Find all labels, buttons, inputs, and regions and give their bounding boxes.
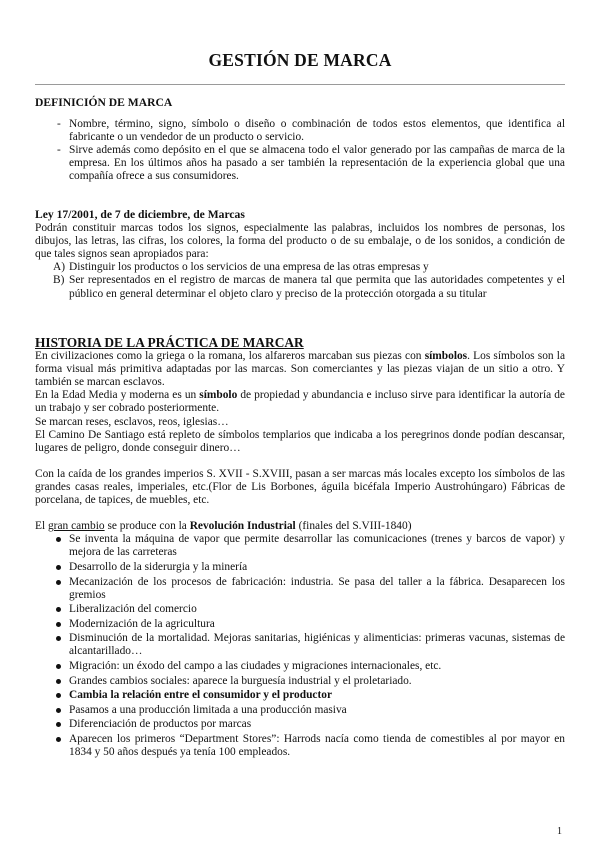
bullet-item-text: Grandes cambios sociales: aparece la burguesía industrial y el proletariado. [69, 674, 412, 687]
definicion-item-text: Nombre, término, signo, símbolo o diseño o combinación de todos estos elementos, que identifica al fabricante o un vendedor de un producto o servicio. [69, 118, 565, 144]
historia-paragraph: El Camino De Santiago está repleto de símbolos templarios que indicaba a los peregrinos donde podían descansar, lugares de peligro, donde conseguir dinero… [35, 428, 565, 454]
historia-section [35, 336, 565, 761]
bullet-item [35, 576, 565, 602]
ley-heading: Ley 17/2001, de 7 de diciembre, de Marcas [35, 208, 245, 221]
historia-paragraph: Se marcan reses, esclavos, reos, iglesias… [35, 415, 229, 428]
title-divider [35, 84, 565, 85]
historia-heading: HISTORIA DE LA PRÁCTICA DE MARCAR [35, 335, 304, 350]
ley-text: Podrán constituir marcas todos los signos, especialmente las palabras, incluidos los nombres de personas, los dibujos, las letras, las cifras, los colores, la forma del producto o de su embalaje, o de los sonidos, a condición de que tales signos sean apropiados para: [35, 222, 565, 261]
ley-item-marker: A) [53, 261, 66, 274]
bullet-item [35, 533, 565, 559]
bullet-dot-icon [56, 622, 61, 627]
bullet-item-text: Aparecen los primeros “Department Stores”: Harrods nacía como tienda de comestibles al por mayor en 1834 y 50 años después ya tenía 100 empleados. [69, 733, 565, 759]
ley-item [35, 261, 565, 274]
bullet-dot-icon [56, 580, 61, 585]
document-title: GESTIÓN DE MARCA [208, 50, 392, 70]
ley-item [35, 274, 565, 300]
definicion-item [35, 144, 565, 183]
bullet-dot-icon [56, 693, 61, 698]
bullet-item-text: Mecanización de los procesos de fabricación: industria. Se pasa del taller a la fábrica. Desaparecen los gremios [69, 575, 565, 601]
revolucion-bullet-list [35, 533, 565, 759]
historia-paragraph: En civilizaciones como la griega o la romana, los alfareros marcaban sus piezas con símbolos. Los símbolos son la forma visual más primitiva adaptadas por las marcas. Son comerciantes y las piezas viajan de un sitio a otro. Y también se marcan esclavos. [35, 350, 565, 389]
bullet-dot-icon [56, 607, 61, 612]
bullet-dot-icon [56, 537, 61, 542]
bullet-dot-icon [56, 636, 61, 641]
ley-item-text: Ser representados en el registro de marcas de manera tal que permita que las autoridades competentes y el público en general determinar el objeto claro y preciso de la protección otorgada a su titular [69, 274, 565, 300]
ley-item-text: Distinguir los productos o los servicios de una empresa de las otras empresas y [69, 261, 429, 274]
page-number: 1 [557, 826, 562, 837]
bullet-item-text: Modernización de la agricultura [69, 617, 215, 630]
definicion-item [35, 118, 565, 144]
historia-paragraph: El gran cambio se produce con la Revolución Industrial (finales del S.VIII-1840) [35, 520, 412, 533]
bullet-dot-icon [56, 664, 61, 669]
bullet-item-text: Liberalización del comercio [69, 603, 197, 616]
historia-paragraph: Con la caída de los grandes imperios S. XVII - S.XVIII, pasan a ser marcas más locales excepto los símbolos de las grandes casas reales, imperiales, etc.(Flor de Lis Borbones, águila bicéfala Imperio Austrohúngaro) Fábricas de porcelana, de tapices, de muebles, etc. [35, 467, 565, 507]
bullet-dot-icon [56, 722, 61, 727]
dash-marker: - [57, 144, 61, 157]
definicion-heading: DEFINICIÓN DE MARCA [35, 96, 173, 109]
dash-marker: - [57, 118, 61, 131]
bullet-item [35, 603, 565, 616]
ley-item-marker: B) [53, 274, 65, 287]
bullet-item [35, 733, 565, 759]
bullet-dot-icon [56, 679, 61, 684]
definicion-section [35, 96, 565, 184]
bullet-dot-icon [56, 565, 61, 570]
bullet-item-text: Diferenciación de productos por marcas [69, 718, 252, 731]
bullet-item [35, 704, 565, 717]
bullet-item [35, 675, 565, 688]
historia-paragraph: En la Edad Media y moderna es un símbolo de propiedad y abundancia e incluso sirve para identificar la autoría de un trabajo y ser cobrado posteriormente. [35, 389, 565, 415]
bullet-item [35, 632, 565, 658]
bullet-item-text: Pasamos a una producción limitada a una producción masiva [69, 703, 347, 716]
bullet-dot-icon [56, 708, 61, 713]
bullet-item [35, 561, 565, 574]
bullet-item [35, 689, 565, 702]
bullet-item-text: Se inventa la máquina de vapor que permite desarrollar las comunicaciones (trenes y barcos de vapor) y mejora de las carreteras [69, 533, 565, 559]
bullet-item-text: Disminución de la mortalidad. Mejoras sanitarias, higiénicas y alimenticias: primeras vacunas, sistemas de alcantarillado… [69, 632, 565, 658]
definicion-item-text: Sirve además como depósito en el que se almacena todo el valor generado por las campañas de marca de la empresa. En los últimos años ha pasado a ser también la representación de la experiencia global que una compañía ofrece a sus consumidores. [69, 144, 565, 183]
bullet-item-text: Cambia la relación entre el consumidor y el productor [69, 689, 333, 702]
bullet-item-text: Desarrollo de la siderurgia y la minería [69, 560, 248, 573]
bullet-item [35, 660, 565, 673]
ley-section [35, 208, 565, 301]
bullet-item-text: Migración: un éxodo del campo a las ciudades y migraciones internacionales, etc. [69, 660, 442, 673]
bullet-dot-icon [56, 737, 61, 742]
bullet-item [35, 618, 565, 631]
bullet-item [35, 718, 565, 731]
